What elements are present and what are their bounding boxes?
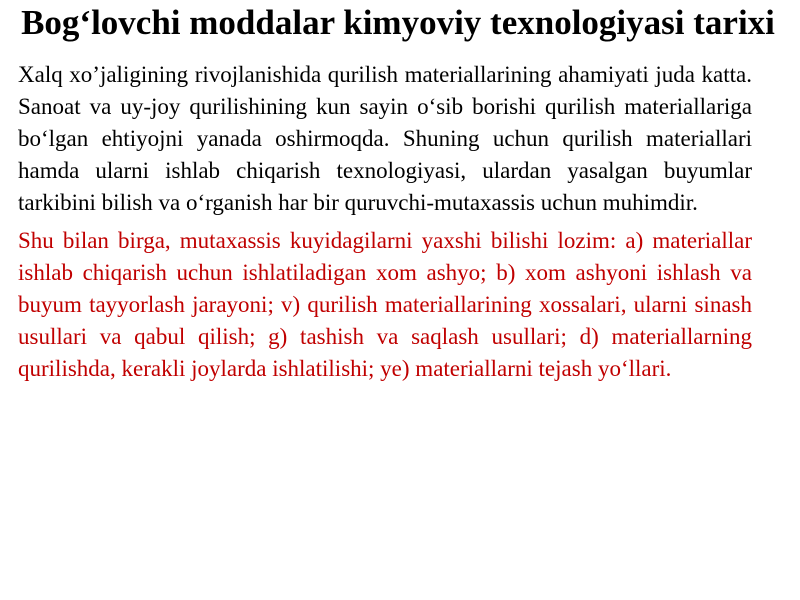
slide-title: Bog‘lovchi moddalar kimyoviy texnologiyasi tarixi <box>21 3 775 42</box>
intro-paragraph: Xalq xo’jaligining rivojlanishida qurilish materiallarining ahamiyati juda katta. Sanoat va uy-joy qurilishining kun sayin o‘sib borishi qurilish materiallariga bo‘lgan ehtiyojni yanada oshirmoqda. Shuning uchun qurilish materiallari hamda ularni ishlab chiqarish texnologiyasi, ulardan yasalgan buyumlar tarkibini bilish va o‘rganish har bir quruvchi-mutaxassis uchun muhimdir. <box>18 62 752 215</box>
requirements-paragraph: Shu bilan birga, mutaxassis kuyidagilarni yaxshi bilishi lozim: a) materiallar ishlab chiqarish uchun ishlatiladigan xom ashyo; b) xom ashyoni ishlash va buyum tayyorlash jarayoni; v) qurilish materiallarining xossalari, ularni sinash usullari va qabul qilish; g) tashish va saqlash usullari; d) materiallarning qurilishda, kerakli joylarda ishlatilishi; ye) materiallarni tejash yo‘llari. <box>18 228 752 381</box>
